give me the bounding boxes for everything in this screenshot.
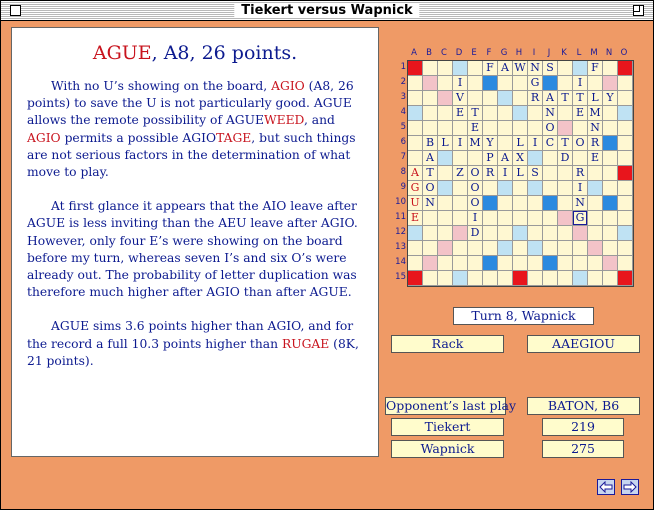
board-tile: D [558,151,572,165]
column-label: M [590,48,598,58]
board-square [573,151,587,165]
board-square [603,61,617,75]
board-tile: I [498,166,512,180]
board-square [483,121,497,135]
board-square [528,241,542,255]
board-tile: Y [483,136,497,150]
row-label: 14 [395,257,406,267]
board-square [423,241,437,255]
board-tile: O [423,181,437,195]
board-square [573,241,587,255]
board-square [603,136,617,150]
board-tile: C [543,136,557,150]
board-tile: T [423,166,437,180]
board-square [588,76,602,90]
board-square [483,196,497,210]
board-square [528,226,542,240]
board-tile: O [468,196,482,210]
board-tile: O [468,181,482,195]
column-label: O [620,48,628,58]
player-name-2: Wapnick [391,440,504,458]
board-square [618,91,632,105]
board-square [558,271,572,285]
board-square [603,181,617,195]
play-heading [12,42,378,64]
board-square [498,91,512,105]
board-square [423,121,437,135]
board-square [558,121,572,135]
board-square [438,76,452,90]
board-square [528,151,542,165]
board-tile: I [453,76,467,90]
board-square [573,61,587,75]
board-square [528,106,542,120]
board-square [618,196,632,210]
row-label: 3 [400,92,406,102]
board-square [558,106,572,120]
column-label: G [500,48,508,58]
board-square [543,211,557,225]
rack-label: Rack [391,335,504,353]
board-square [573,121,587,135]
highlighted-word: AGIO [271,79,305,93]
board-tile: N [423,196,437,210]
board-square [468,256,482,270]
board-square [588,241,602,255]
board-square [618,166,632,180]
board-square [588,211,602,225]
board-square [573,226,587,240]
board-square [618,106,632,120]
rack-value: AAEGIOU [527,335,640,353]
row-label: 13 [395,242,406,252]
board-tile: U [408,196,422,210]
board-tile: R [528,91,542,105]
board-square [513,211,527,225]
board-square [603,151,617,165]
title-bar[interactable] [1,1,653,21]
board-square [423,106,437,120]
board-square [558,241,572,255]
board-tile: T [558,91,572,105]
board-square [543,226,557,240]
previous-button[interactable] [597,479,615,495]
board-square [588,181,602,195]
board-square [438,61,452,75]
board-square [543,151,557,165]
column-label: A [411,48,417,58]
board-square [603,166,617,180]
board-square [408,76,422,90]
board-square [618,181,632,195]
board-square [618,76,632,90]
board-square [543,196,557,210]
board-square [438,271,452,285]
heading-word: AGUE [92,42,152,64]
board-square [453,271,467,285]
board-square [483,106,497,120]
board-square [558,181,572,195]
board-square [558,256,572,270]
board-tile: E [453,106,467,120]
board-square [618,256,632,270]
board-square [588,256,602,270]
column-label: F [486,48,492,58]
board-tile: T [468,106,482,120]
board-square [558,76,572,90]
board-tile: P [483,151,497,165]
turn-indicator: Turn 8, Wapnick [453,307,594,325]
board-square [423,91,437,105]
board-square [573,256,587,270]
board-tile: O [468,166,482,180]
column-label: L [576,48,582,58]
column-label: E [471,48,477,58]
board-square [558,226,572,240]
board-tile: F [588,61,602,75]
column-label: N [605,48,613,58]
board-tile: I [573,181,587,195]
board-square [483,181,497,195]
highlighted-word: RUGAE [281,336,330,351]
board-square [438,196,452,210]
board-square [483,91,497,105]
board-square [453,61,467,75]
board-square [498,256,512,270]
left-arrow-icon [599,481,613,493]
board-square [588,166,602,180]
board-square [438,166,452,180]
commentary-text [27,78,370,370]
board-square [498,136,512,150]
column-label: B [426,48,432,58]
board-square [558,196,572,210]
board-square [513,91,527,105]
board-square [528,196,542,210]
board-tile: F [483,61,497,75]
board-tile: N [528,61,542,75]
row-label: 4 [400,107,406,117]
board-square [498,76,512,90]
board-square [588,196,602,210]
board-square [468,76,482,90]
board-square [618,211,632,225]
highlighted-word: WEED [263,113,304,128]
board-tile: B [423,136,437,150]
board-square [618,136,632,150]
board-tile: E [573,106,587,120]
board-tile: I [453,136,467,150]
board-square [513,121,527,135]
row-label: 2 [400,77,406,87]
board-tile: E [408,211,422,225]
board-square [498,241,512,255]
text-run: (A8, 26 points) to save the U is not particularly good. AGUE allows the remote possibility of AGUE [27,79,354,128]
board-tile: D [468,226,482,240]
board-tile: G [408,181,422,195]
commentary-paragraph [27,198,370,301]
row-label: 6 [400,137,406,147]
board-square [423,271,437,285]
board-square [408,121,422,135]
board-tile: L [438,136,452,150]
window-title: Tiekert versus Wapnick [234,3,419,18]
board-tile: A [498,151,512,165]
board-square [438,121,452,135]
board-tile: E [588,151,602,165]
board-square [438,181,452,195]
board-square [513,106,527,120]
text-run: At first glance it appears that the AIO leave after AGUE is less inviting than the AEU leave after AGIO. However, only four E’s were showing on the board before my turn, whereas seven I’s and six O’s were already out. The probability of letter duplication was therefore much higher after AGIO than after AGUE. [27,199,358,300]
board-square [483,271,497,285]
text-run: , but such things are not serious factors in the determination of what move to play. [27,130,356,180]
board-square [603,211,617,225]
row-label: 8 [400,167,406,177]
board-tile: L [513,136,527,150]
zoom-box[interactable] [633,5,644,16]
board-square [528,181,542,195]
text-run: (8K, 21 points). [27,336,359,368]
board-square [438,91,452,105]
text-run: permits a possible AGIO [60,130,217,145]
board-square [498,121,512,135]
board-square [513,226,527,240]
board-square [498,181,512,195]
board-tile: N [588,121,602,135]
board-square [453,196,467,210]
board-square [483,256,497,270]
board-tile: N [573,196,587,210]
board-square [453,241,467,255]
board-square [423,256,437,270]
board-square [408,106,422,120]
board-square [558,166,572,180]
board-square [618,241,632,255]
board-tile: R [588,136,602,150]
board-square [423,211,437,225]
board-tile: M [469,136,481,149]
commentary-paragraph [27,78,370,181]
board-square [468,151,482,165]
board-tile: R [483,166,497,180]
row-label: 12 [395,227,406,237]
board-square [498,211,512,225]
board-square [483,241,497,255]
board-square [558,211,572,225]
board-grid [407,60,634,287]
next-button[interactable] [621,479,639,495]
board-tile: X [513,151,527,165]
board-square [408,271,422,285]
board-square [618,271,632,285]
board-tile: A [543,91,557,105]
board-square [453,226,467,240]
column-label: J [547,48,551,58]
board-square [603,226,617,240]
board-square [618,226,632,240]
board-tile: R [573,166,587,180]
board-tile: A [423,151,437,165]
board-square [483,211,497,225]
board-square [513,196,527,210]
board-square [453,256,467,270]
board-square [423,61,437,75]
player-score-2: 275 [542,440,624,458]
row-label: 1 [400,62,406,72]
board-square [408,256,422,270]
board-tile: O [543,121,557,135]
board-square [543,76,557,90]
board-tile: N [543,106,557,120]
board-square [438,211,452,225]
board-square [453,181,467,195]
column-label: C [441,48,447,58]
text-run: With no U’s showing on the board, [51,79,272,93]
board-tile: L [513,166,527,180]
board-square [528,256,542,270]
board-square [468,91,482,105]
board-square [588,226,602,240]
row-label: 9 [400,182,406,192]
board-square [588,271,602,285]
text-run: , and [303,113,335,128]
row-label: 10 [395,197,406,207]
board-tile: T [558,136,572,150]
board-tile: L [588,91,602,105]
column-label: I [532,48,536,58]
text-run: AGUE sims 3.6 points higher than AGIO, and for the record a full 10.3 points higher than [27,319,354,351]
board-square [618,151,632,165]
board-square [483,226,497,240]
right-arrow-icon [623,481,637,493]
board-square [498,196,512,210]
board-square [603,271,617,285]
board-square [543,256,557,270]
board-square [603,121,617,135]
board-square [408,136,422,150]
last-play-value: BATON, B6 [527,397,640,415]
board-tile: E [468,121,482,135]
board-tile: A [408,166,422,180]
board-square [543,271,557,285]
highlighted-word: AGIO [27,130,61,145]
board-square [513,76,527,90]
board-tile: T [573,91,587,105]
board-tile: S [528,166,542,180]
board-square [423,226,437,240]
board-square [408,91,422,105]
board-tile: G [573,211,587,225]
row-label: 5 [400,122,406,132]
board-tile: I [528,136,542,150]
board-square [513,241,527,255]
board-square [603,196,617,210]
row-label: 15 [395,272,406,282]
board-square [543,241,557,255]
board-square [438,151,452,165]
board-square [513,256,527,270]
board-square [528,211,542,225]
row-label: 7 [400,152,406,162]
board-tile: Y [603,91,617,105]
board-square [603,256,617,270]
board-square [468,61,482,75]
board-square [438,226,452,240]
board-tile: W [514,61,526,74]
board-square [483,76,497,90]
board-square [573,271,587,285]
board-square [468,241,482,255]
board-square [468,271,482,285]
board-square [453,211,467,225]
player-name-1: Tiekert [391,418,504,436]
board-square [603,106,617,120]
last-play-label: Opponent’s last play [386,398,517,413]
board-square [603,241,617,255]
board-square [408,241,422,255]
board-square [438,241,452,255]
board-tile: O [573,136,587,150]
board-square [423,76,437,90]
board-square [453,151,467,165]
board-square [618,61,632,75]
board-tile: S [543,61,557,75]
player-score-1: 219 [542,418,624,436]
board-square [453,121,467,135]
board-square [513,181,527,195]
board-tile: A [498,61,512,75]
highlighted-word: TAGE [216,130,252,145]
board-tile: Z [453,166,467,180]
board-square [408,61,422,75]
board-square [603,76,617,90]
board-square [498,271,512,285]
board-square [528,121,542,135]
heading-detail: , A8, 26 points. [151,42,298,64]
board-square [558,61,572,75]
column-label: D [455,48,463,58]
board-square [438,256,452,270]
board-tile: V [453,91,467,105]
board-tile: I [468,211,482,225]
commentary-paragraph [27,318,370,370]
board-square [498,106,512,120]
board-square [543,181,557,195]
board-square [498,226,512,240]
column-label: K [561,48,567,58]
column-label: H [515,48,523,58]
board-square [438,106,452,120]
board-tile: M [589,106,601,119]
board-square [408,226,422,240]
row-label: 11 [395,212,406,222]
board-square [528,271,542,285]
board-square [408,151,422,165]
board-tile: I [573,76,587,90]
commentary-pane [11,27,379,457]
board-tile: G [528,76,542,90]
board-square [618,121,632,135]
board-square [543,166,557,180]
close-box[interactable] [10,5,21,16]
board-square [513,271,527,285]
